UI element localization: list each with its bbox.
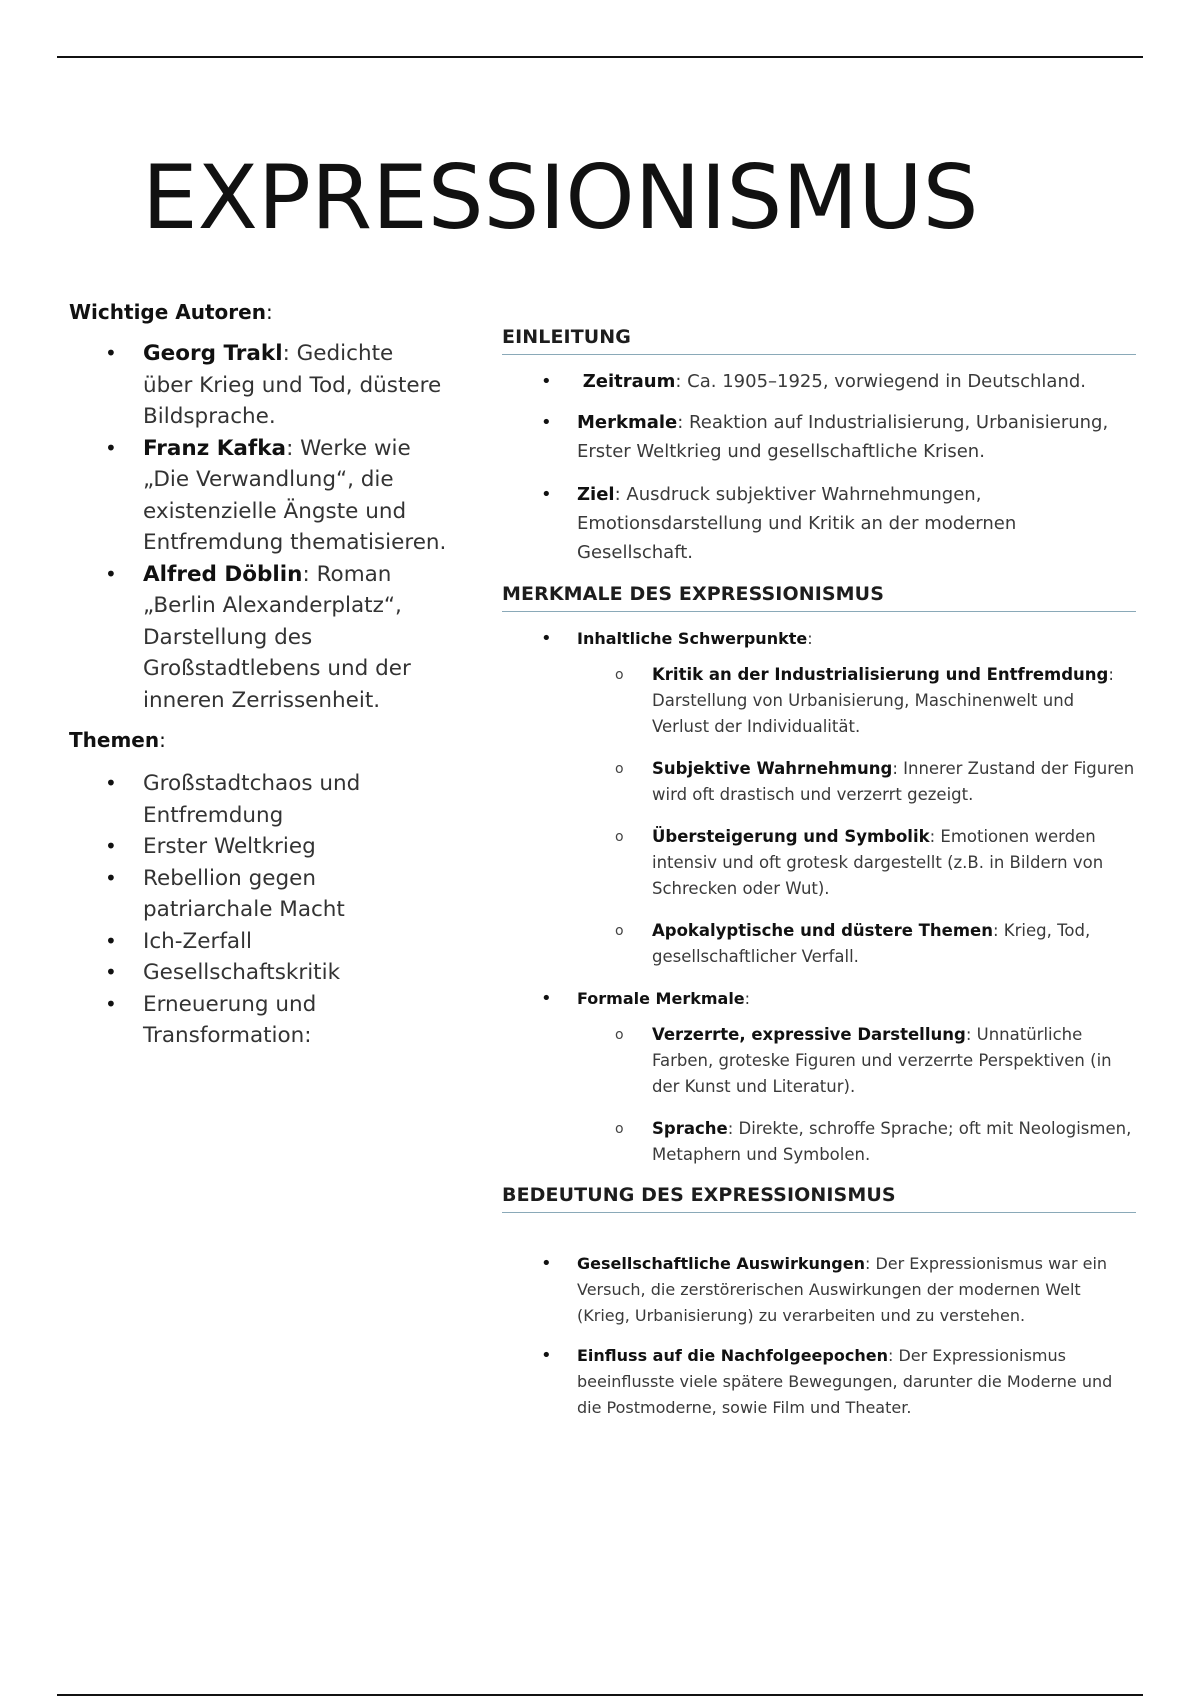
list-item: • Einfluss auf die Nachfolgeepochen: Der Expressionismus beeinflusste viele spätere Bewegungen, darunter die Moderne und die Postmoderne, sowie Film und Theater.	[502, 1343, 1136, 1421]
list-item: • Franz Kafka: Werke wie „Die Verwandlung“, die existenzielle Ängste und Entfremdung thematisieren.	[69, 433, 449, 559]
themes-label: Themen:	[69, 728, 166, 752]
list-item: • Georg Trakl: Gedichte über Krieg und Tod, düstere Bildsprache.	[69, 338, 449, 433]
list-item: • Rebellion gegen patriarchale Macht	[69, 863, 449, 926]
top-rule	[57, 56, 1143, 58]
section-heading-einleitung: EINLEITUNG	[502, 326, 1136, 355]
merkmale-list	[502, 626, 1136, 1168]
sub-list-item: o Apokalyptische und düstere Themen: Krieg, Tod, gesellschaftlicher Verfall.	[577, 918, 1136, 970]
list-item: • Gesellschaftskritik	[69, 957, 449, 989]
authors-list	[69, 338, 449, 716]
list-item: • Ziel: Ausdruck subjektiver Wahrnehmungen, Emotionsdarstellung und Kritik an der modernen Gesellschaft.	[502, 480, 1136, 567]
left-column	[69, 300, 449, 1064]
list-item: • Erster Weltkrieg	[69, 831, 449, 863]
einleitung-list	[502, 367, 1136, 567]
list-item: • Großstadtchaos und Entfremdung	[69, 768, 449, 831]
bedeutung-list	[502, 1251, 1136, 1421]
inhalt-sublist	[577, 662, 1136, 970]
list-item: • Erneuerung und Transformation:	[69, 989, 449, 1052]
formal-sublist	[577, 1022, 1136, 1168]
bottom-rule	[57, 1694, 1143, 1696]
sub-list-item: o Kritik an der Industrialisierung und Entfremdung: Darstellung von Urbanisierung, Maschinenwelt und Verlust der Individualität.	[577, 662, 1136, 740]
sub-list-item: o Sprache: Direkte, schroffe Sprache; oft mit Neologismen, Metaphern und Symbolen.	[577, 1116, 1136, 1168]
list-item: • Merkmale: Reaktion auf Industrialisierung, Urbanisierung, Erster Weltkrieg und gesellschaftliche Krisen.	[502, 408, 1136, 466]
themes-list	[69, 768, 449, 1052]
page-title: EXPRESSIONISMUS	[142, 146, 979, 249]
authors-label: Wichtige Autoren:	[69, 300, 273, 324]
section-heading-merkmale: MERKMALE DES EXPRESSIONISMUS	[502, 583, 1136, 612]
list-item: • Gesellschaftliche Auswirkungen: Der Expressionismus war ein Versuch, die zerstörerischen Auswirkungen der modernen Welt (Krieg, Urbanisierung) zu verarbeiten und zu verstehen.	[502, 1251, 1136, 1329]
sub-list-item: o Verzerrte, expressive Darstellung: Unnatürliche Farben, groteske Figuren und verzerrte Perspektiven (in der Kunst und Literatur).	[577, 1022, 1136, 1100]
sub-list-item: o Subjektive Wahrnehmung: Innerer Zustand der Figuren wird oft drastisch und verzerrt gezeigt.	[577, 756, 1136, 808]
right-column	[502, 326, 1136, 1421]
list-item: • Formale Merkmale: o Verzerrte, expressive Darstellung: Unnatürliche Farben, groteske Figuren und verzerrte Perspektiven (in der Kunst und Literatur). o Sprache: Direkte, schroffe Sprache; oft mit Neologismen, Metaphern und Symbolen.	[502, 986, 1136, 1168]
section-heading-bedeutung: BEDEUTUNG DES EXPRESSIONISMUS	[502, 1184, 1136, 1213]
list-item: • Inhaltliche Schwerpunkte: o Kritik an der Industrialisierung und Entfremdung: Darstellung von Urbanisierung, Maschinenwelt und Verlust der Individualität. o Subjektive Wahrnehmung: Innerer Zustand der Figuren wird oft drastisch und verzerrt gezeigt. o Übersteigerung und Symbolik: Emotionen werden intensiv und oft grotesk dargestellt (z.B. in Bildern von Schrecken oder Wut). o Apokalyptische und düstere Themen: Krieg, Tod, gesellschaftlicher Verfall.	[502, 626, 1136, 970]
list-item: • Ich-Zerfall	[69, 926, 449, 958]
list-item: • Zeitraum: Ca. 1905–1925, vorwiegend in Deutschland.	[502, 367, 1136, 396]
list-item: • Alfred Döblin: Roman „Berlin Alexanderplatz“, Darstellung des Großstadtlebens und der inneren Zerrissenheit.	[69, 559, 449, 717]
sub-list-item: o Übersteigerung und Symbolik: Emotionen werden intensiv und oft grotesk dargestellt (z.B. in Bildern von Schrecken oder Wut).	[577, 824, 1136, 902]
